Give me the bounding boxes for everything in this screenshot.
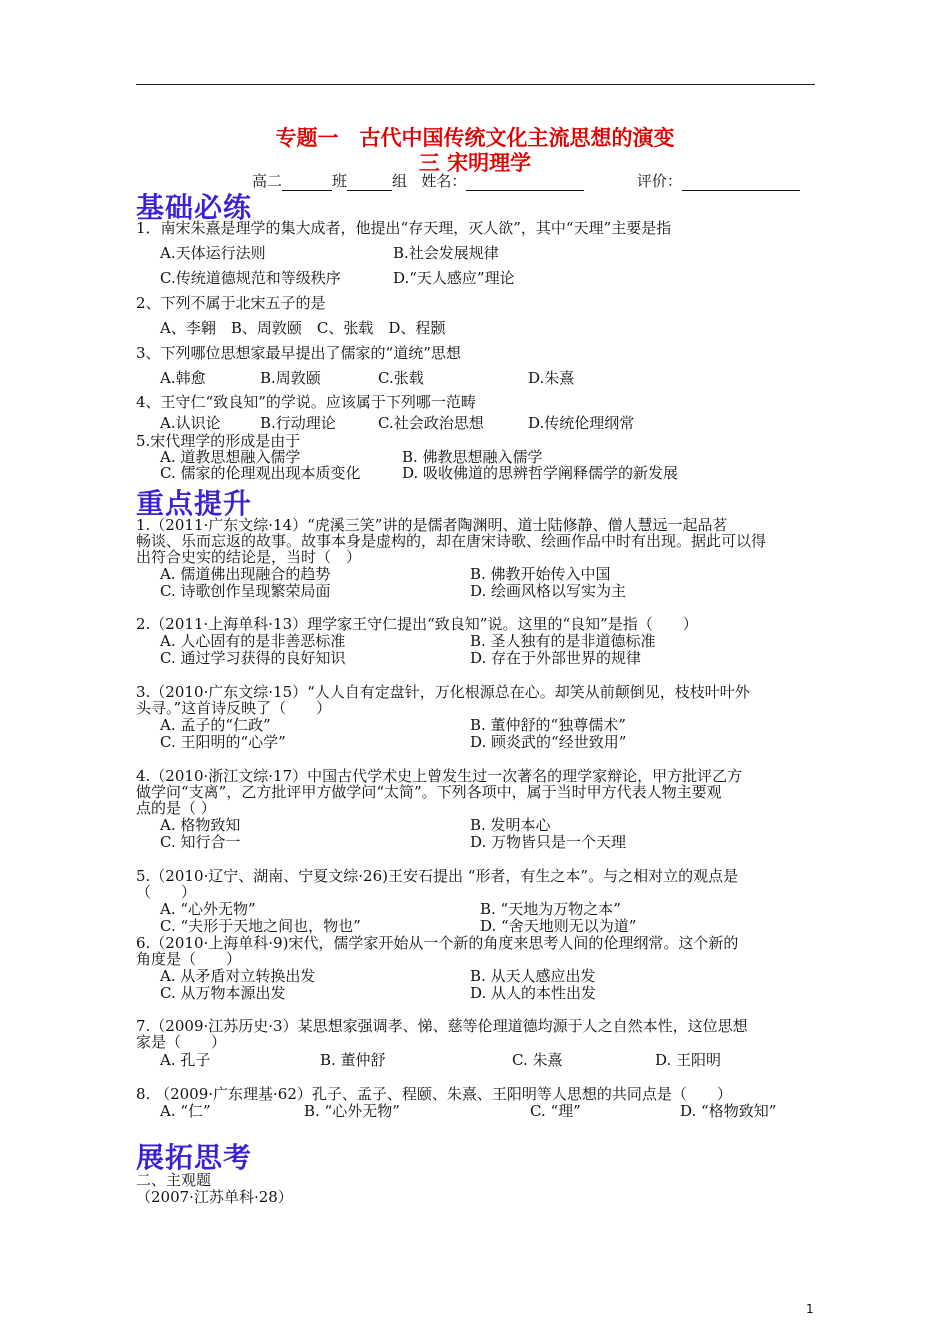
basic-q2: 2、下列不属于北宋五子的是 (136, 294, 326, 312)
key-q6-option-b: B. 从天人感应出发 (470, 967, 596, 985)
key-q7-line2: 家是（ ） (136, 1033, 227, 1051)
key-q8-line1: 8. （2009·广东理基·62）孔子、孟子、程颐、朱熹、王阳明等人思想的共同点是（ ） (136, 1085, 732, 1103)
key-q8-option-a: A. “仁” (160, 1102, 211, 1120)
basic-q5-option-a: A. 道教思想融入儒学 (160, 448, 301, 466)
key-q4-option-c: C. 知行合一 (160, 833, 241, 851)
key-q5-option-b: B. “天地为万物之本” (480, 900, 621, 918)
key-q4-option-b: B. 发明本心 (470, 816, 551, 834)
key-q6-option-a: A. 从矛盾对立转换出发 (160, 967, 316, 985)
eval-label: 评价： (636, 172, 682, 190)
key-q6-option-d: D. 从人的本性出发 (470, 984, 597, 1002)
basic-q1: 1．南宋朱熹是理学的集大成者，他提出“存天理，灭人欲”，其中“天理”主要是指 (136, 219, 672, 237)
basic-q4-option-c: C.社会政治思想 (378, 414, 484, 432)
header-rule (136, 84, 815, 85)
basic-q1-option-c: C.传统道德规范和等级秩序 (160, 269, 341, 287)
extend-line2: （2007·江苏单科·28） (136, 1188, 293, 1206)
key-q5-line1: 5.（2010·辽宁、湖南、宁夏文综·26)王安石提出 “形者，有生之本”。与之相对立的观点是 (136, 867, 739, 885)
key-q8-option-c: C. “理” (530, 1102, 581, 1120)
key-q5-option-c: C. “夫形于天地之间也，物也” (160, 917, 361, 935)
key-q1-line1: 1.（2011·广东文综·14）“虎溪三笑”讲的是儒者陶渊明、道士陆修静、僧人慧远一起品茗 (136, 516, 728, 534)
basic-q3-option-c: C.张载 (378, 369, 424, 387)
basic-q4-option-a: A.认识论 (160, 414, 221, 432)
basic-q5-option-c: C. 儒家的伦理观出现本质变化 (160, 464, 361, 482)
basic-q5-option-d: D. 吸收佛道的思辨哲学阐释儒学的新发展 (402, 464, 679, 482)
key-q7-option-b: B. 董仲舒 (320, 1051, 386, 1069)
student-info-line (252, 170, 800, 191)
page-title: 专题一 古代中国传统文化主流思想的演变 (275, 125, 675, 150)
page-number: 1 (806, 1302, 814, 1316)
class-label: 班 (332, 172, 348, 190)
name-blank[interactable] (466, 176, 584, 191)
key-q7-option-a: A. 孔子 (160, 1051, 211, 1069)
basic-q3-option-b: B.周敦颐 (260, 369, 321, 387)
key-q2-option-b: B. 圣人独有的是非道德标准 (470, 632, 656, 650)
key-q6-line1: 6.（2010·上海单科·9)宋代，儒学家开始从一个新的角度来思考人间的伦理纲常。这个新的 (136, 934, 739, 952)
key-q4-line1: 4.（2010·浙江文综·17）中国古代学术史上曾发生过一次著名的理学家辩论，甲方批评乙方 (136, 767, 743, 785)
basic-q5: 5.宋代理学的形成是由于 (136, 432, 301, 450)
basic-q3: 3、下列哪位思想家最早提出了儒家的“道统”思想 (136, 344, 461, 362)
extend-line1: 二、主观题 (136, 1171, 212, 1189)
basic-q1-option-b: B.社会发展规律 (393, 244, 499, 262)
basic-q1-option-a: A.天体运行法则 (160, 244, 266, 262)
key-q7-option-d: D. 王阳明 (655, 1051, 722, 1069)
group-blank[interactable] (347, 176, 392, 191)
basic-q5-option-b: B. 佛教思想融入儒学 (402, 448, 543, 466)
key-q4-line2: 做学问“支离”，乙方批评甲方做学问“太简”。下列各项中，属于当时甲方代表人物主要观 (136, 783, 722, 801)
key-q1-option-c: C. 诗歌创作呈现繁荣局面 (160, 582, 331, 600)
basic-q1-option-d: D.“天人感应”理论 (393, 269, 515, 287)
key-q4-line3: 点的是（ ） (136, 799, 216, 817)
section-heading-extend: 展拓思考 (136, 1141, 253, 1174)
key-q1-option-a: A. 儒道佛出现融合的趋势 (160, 565, 331, 583)
key-q1-line2: 畅谈、乐而忘返的故事。故事本身是虚构的，却在唐宋诗歌、绘画作品中时有出现。据此可以得 (136, 532, 767, 550)
key-q5-option-d: D. “舍天地则无以为道” (480, 917, 637, 935)
key-q2-line1: 2.（2011·上海单科·13）理学家王守仁提出“致良知”说。这里的“良知”是指（ ） (136, 615, 698, 633)
basic-q3-option-d: D.朱熹 (528, 369, 575, 387)
key-q1-option-d: D. 绘画风格以写实为主 (470, 582, 627, 600)
basic-q3-option-a: A.韩愈 (160, 369, 206, 387)
key-q2-option-d: D. 存在于外部世界的规律 (470, 649, 642, 667)
section-heading-key: 重点提升 (136, 487, 253, 520)
key-q7-line1: 7.（2009·江苏历史·3）某思想家强调孝、悌、慈等伦理道德均源于人之自然本性，这位思想 (136, 1017, 748, 1035)
key-q8-option-d: D. “格物致知” (680, 1102, 777, 1120)
key-q3-option-b: B. 董仲舒的“独尊儒术” (470, 716, 626, 734)
key-q4-option-a: A. 格物致知 (160, 816, 241, 834)
key-q3-option-c: C. 王阳明的“心学” (160, 733, 286, 751)
name-label: 姓名： (421, 172, 467, 190)
key-q2-option-a: A. 人心固有的是非善恶标准 (160, 632, 346, 650)
key-q8-option-b: B. “心外无物” (304, 1102, 400, 1120)
eval-blank[interactable] (682, 176, 800, 191)
key-q6-line2: 角度是（ ） (136, 950, 242, 968)
basic-q4-option-b: B.行动理论 (260, 414, 336, 432)
class-blank[interactable] (282, 176, 332, 191)
group-label: 组 (392, 172, 408, 190)
grade-label: 高二 (252, 172, 283, 190)
section-heading-basic: 基础必练 (136, 191, 253, 224)
key-q1-option-b: B. 佛教开始传入中国 (470, 565, 611, 583)
key-q7-option-c: C. 朱熹 (512, 1051, 563, 1069)
key-q2-option-c: C. 通过学习获得的良好知识 (160, 649, 346, 667)
basic-q4: 4、王守仁“致良知”的学说。应该属于下列哪一范畴 (136, 393, 476, 411)
basic-q4-option-d: D.传统伦理纲常 (528, 414, 635, 432)
page-subtitle: 三 宋明理学 (418, 150, 532, 175)
key-q5-option-a: A. “心外无物” (160, 900, 256, 918)
key-q5-line2: （ ） (136, 883, 197, 901)
basic-q2-options: A、李翱 B、周敦颐 C、张载 D、程颢 (160, 319, 446, 337)
key-q3-option-a: A. 孟子的“仁政” (160, 716, 271, 734)
key-q3-option-d: D. 顾炎武的“经世致用” (470, 733, 627, 751)
key-q4-option-d: D. 万物皆只是一个天理 (470, 833, 627, 851)
key-q6-option-c: C. 从万物本源出发 (160, 984, 286, 1002)
key-q3-line2: 头寻。”这首诗反映了（ ） (136, 699, 332, 717)
key-q3-line1: 3.（2010·广东文综·15）“人人自有定盘针，万化根源总在心。却笑从前颠倒见，枝枝叶叶外 (136, 683, 750, 701)
key-q1-line3: 出符合史实的结论是，当时（ ） (136, 548, 362, 566)
